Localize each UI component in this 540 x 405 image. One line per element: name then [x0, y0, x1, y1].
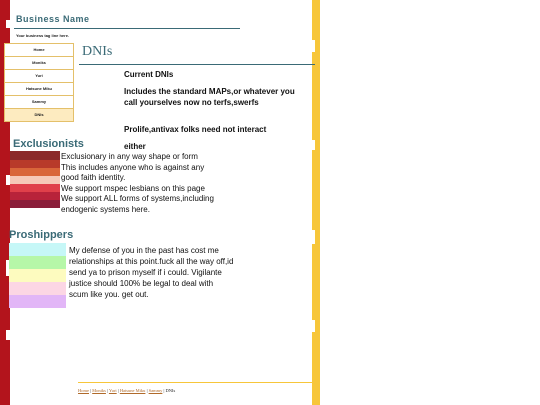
footer-nav — [78, 388, 175, 393]
exclusionist-flag-stripe — [10, 184, 60, 192]
right-border-notch — [312, 140, 315, 150]
header-divider — [14, 28, 240, 29]
proshipper-flag-stripe — [9, 256, 66, 269]
footer-separator: | — [116, 388, 120, 393]
right-decorative-border — [312, 0, 320, 405]
dni-prolife-antivax: Prolife,antivax folks need not interact — [124, 125, 267, 134]
right-border-notch — [312, 320, 315, 332]
exclusionist-flag-stripe — [10, 168, 60, 176]
proshippers-heading: Proshippers — [9, 229, 74, 241]
nav-item-home[interactable]: Home — [4, 43, 74, 57]
nav-item-yuri[interactable]: Yuri — [4, 70, 74, 83]
exclusionists-line: We support ALL forms of systems,including endogenic systems here. — [61, 194, 214, 214]
proshipper-flag-stripe — [9, 269, 66, 282]
nav-item-moniks[interactable]: Moniks — [4, 57, 74, 70]
exclusionist-flag-stripe — [10, 192, 60, 200]
footer-separator: | — [145, 388, 149, 393]
footer-separator: | — [105, 388, 109, 393]
exclusionists-line: This includes anyone who is against any good faith identity. — [61, 162, 205, 182]
dni-heading: Current DNIs — [124, 70, 174, 79]
exclusionists-heading: Exclusionists — [13, 138, 84, 150]
footer-current-page: DNIs — [165, 388, 176, 393]
footer-link-moniks[interactable]: Moniks — [92, 388, 106, 393]
exclusionists-line: Exclusionary in any way shape or form — [61, 152, 198, 161]
footer-link-hatsune-miku[interactable]: Hatsune Miku — [119, 388, 146, 393]
exclusionist-flag-stripe — [10, 160, 60, 168]
dni-maps-terfs: Includes the standard MAPs,or whatever you call yourselves now no terfs,swerfs — [124, 87, 295, 107]
exclusionists-text — [61, 152, 221, 215]
business-name: Business Name — [16, 14, 90, 24]
footer-separator: | — [89, 388, 93, 393]
proshipper-flag-stripe — [9, 282, 66, 295]
nav-item-sammy[interactable]: Sammy — [4, 96, 74, 109]
nav-item-hatsune-miku[interactable]: Hatsune Miku — [4, 83, 74, 96]
page-title: DNIs — [82, 44, 113, 59]
exclusionist-flag-stripe — [10, 176, 60, 184]
left-border-notch — [6, 20, 10, 28]
exclusionists-line: We support mspec lesbians on this page — [61, 183, 205, 193]
business-tagline: Your business tag line here. — [16, 33, 70, 38]
proshippers-text: My defense of you in the past has cost me relationships at this point.fuck all the way off,id send ya to prison myself if i could. Vigilante justice should 100% be legal to deal with scum like you. get out. — [69, 246, 234, 299]
exclusionist-flag-stripe — [10, 200, 60, 208]
footer-separator: | — [162, 388, 166, 393]
right-border-notch — [312, 40, 315, 52]
left-border-notch — [6, 330, 10, 340]
exclusionist-flag-stripe — [10, 151, 60, 160]
dni-either: either — [124, 142, 146, 151]
footer-link-sammy[interactable]: Sammy — [148, 388, 163, 393]
proshipper-flag-stripe — [9, 243, 66, 256]
proshipper-flag-stripe — [9, 295, 66, 308]
right-border-notch — [312, 230, 315, 244]
sidebar-nav — [4, 43, 74, 122]
title-divider — [79, 64, 315, 65]
footer-link-home[interactable]: Home — [78, 388, 89, 393]
nav-item-dnis[interactable]: DNIs — [4, 109, 74, 122]
footer-link-yuri[interactable]: Yuri — [108, 388, 117, 393]
footer-divider — [78, 382, 314, 383]
